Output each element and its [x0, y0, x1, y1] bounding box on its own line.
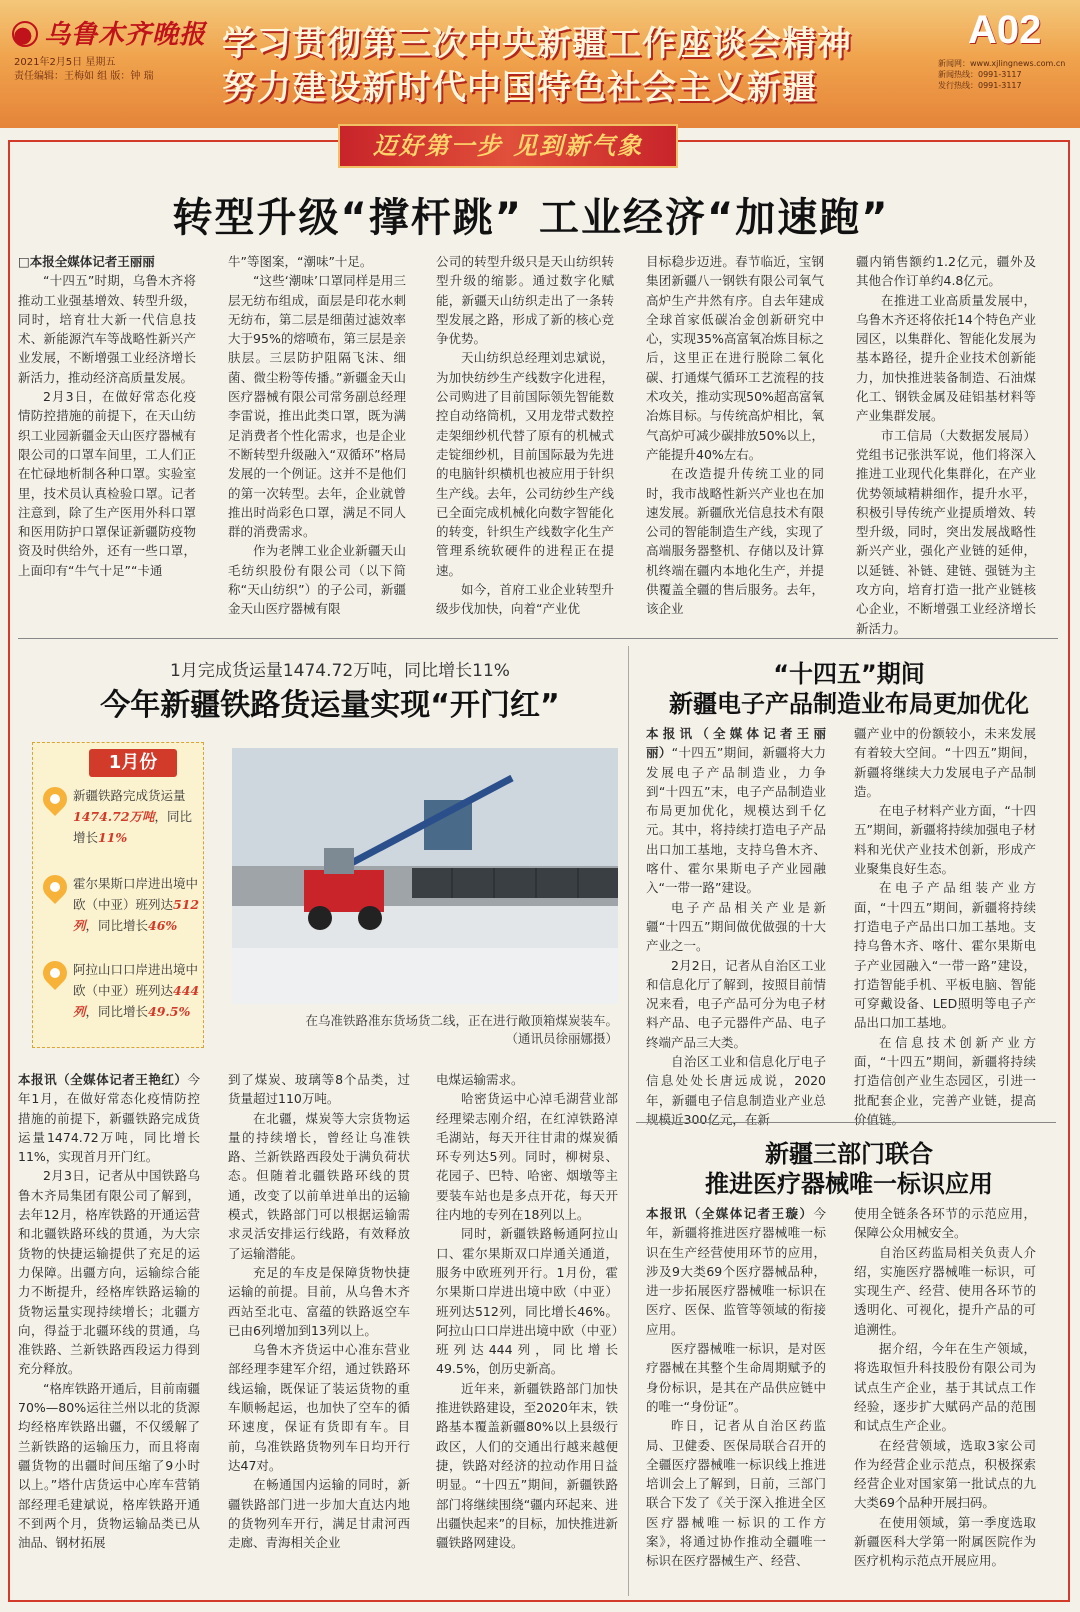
article1-column-4 [646, 252, 824, 622]
article3-byline: 本报讯（全媒体记者王丽丽） [646, 726, 826, 761]
stat-value: 512列 [73, 897, 200, 933]
article1-column-5 [856, 252, 1036, 636]
paragraph: 目标稳步迈进。春节临近，宝钢集团新疆八一钢铁有限公司氧气高炉生产井然有序。自去年建成全球首家低碳冶金创新研究中心，实现35%高富氧冶炼目标之后，这里正在进行脱除二氧化碳、打通煤气循环工艺流程的技术攻关，推动实现50%超高富氧冶炼目标。与传统高炉相比，氧气高炉可减少碳排放50%以上，产能提升40%左右。 [646, 254, 824, 462]
article3-title-line1: “十四五”期间 [773, 660, 925, 688]
paragraph: 在畅通国内运输的同时，新疆铁路部门进一步加大直达内地的货物列车开行，满足甘肃河西走廊、青海相关企业 [228, 1477, 410, 1551]
paragraph: 在推进工业高质量发展中，乌鲁木齐还将依托14个特色产业园区，以集群化、智能化发展为基本路径，提升企业技术创新能力，加快推进装备制造、石油煤化工、钢铁金属及硅铝基材料等产业集群发展。 [856, 292, 1036, 424]
paragraph: 疆内销售额约1.2亿元，疆外及其他合作订单约4.8亿元。 [856, 254, 1036, 289]
paragraph: 今年，新疆将推进医疗器械唯一标识在生产经营使用环节的应用，涉及9大类69个医疗器械品种，进一步拓展医疗器械唯一标识在医疗、医保、监管等领域的衔接应用。 [646, 1206, 826, 1337]
article1-column-1 [18, 252, 196, 622]
distribution-line: 发行热线：0991-3117 [938, 81, 1022, 90]
stat-item [43, 959, 201, 1022]
paragraph: 充足的车皮是保障货物快捷运输的前提。目前，从乌鲁木齐西站至北屯、富蕴的铁路返空车已由6列增加到13列以上。 [228, 1264, 410, 1338]
website-line: 新闻网：www.xjlingnews.com.cn [938, 59, 1066, 68]
paragraph: “十四五”期间，新疆将大力发展电子产品制造业，力争到“十四五”末，电子产品制造业布局更加优化，规模达到千亿元。其中，将持续打造电子产品出口加工基地，支持乌鲁木齐、喀什、霍尔果斯电子产业园融入“一带一路”建设。 [646, 745, 826, 896]
article4-title-line1: 新疆三部门联合 [765, 1140, 933, 1168]
paragraph: 在电子材料产业方面，“十四五”期间，新疆将持续加强电子材料和光伏产业技术创新，形成产业聚集良好生态。 [854, 803, 1036, 877]
paragraph: 电煤运输需求。 [436, 1072, 524, 1087]
article4-column-2 [854, 1204, 1036, 1600]
page-number: A02 [968, 8, 1042, 52]
stat-label: 霍尔果斯口岸进出境中欧（中亚）班列达 [73, 876, 199, 912]
photo-illustration [232, 748, 618, 1004]
paragraph: 乌鲁木齐货运中心准东营业部经理李建军介绍，通过铁路环线运输，既保证了装运货物的重车顺畅起运，也加快了空车的循环速度，保证有货即有车。目前，乌准铁路货物列车日均开行达47对。 [228, 1342, 410, 1473]
paragraph: 在改造提升传统工业的同时，我市战略性新兴产业也在加速发展。新疆欣光信息技术有限公司的智能制造生产线，实现了高端服务器整机、存储以及计算机终端在疆内本地化生产，并提供覆盖全疆的售后服务。去年，该企业 [646, 466, 824, 617]
page-headline-1: 学习贯彻第三次中央新疆工作座谈会精神 [222, 24, 852, 64]
paragraph: 天山纺织总经理刘忠斌说，为加快纺纱生产线数字化进程，公司购进了目前国际领先智能数控自动络筒机，又用龙带式数控走架细纱机代替了原有的机械式走锭细纱机，目前国际最为先进的电脑针织横机也被应用于针织生产线。去年，公司纺纱生产线已全面完成机械化向数字智能化的转变，针织生产线数字化生产管理系统软硬件的进程正在提速。 [436, 350, 614, 578]
photo-credit: （通讯员徐丽娜摄） [505, 1031, 618, 1046]
paragraph: 电子产品相关产业是新疆“十四五”期间做优做强的十大产业之一。 [646, 899, 826, 954]
paragraph: 昨日，记者从自治区药监局、卫健委、医保局联合召开的全疆医疗器械唯一标识线上推进培训会上了解到，日前，三部门联合下发了《关于深入推进全区医疗器械唯一标识的工作方案》，将通过协作推动全疆唯一标识在医疗器械生产、经营、 [646, 1418, 826, 1569]
article1-column-2 [228, 252, 406, 622]
stat-label: ，同比增长 [73, 809, 193, 845]
issue-info [14, 56, 154, 84]
paragraph: 据介绍，今年在生产领域，将选取恒升科技股份有限公司为试点生产企业，基于其试点工作经验，逐步扩大赋码产品的范围和试点生产企业。 [854, 1341, 1036, 1434]
stat-label: ，同比增长 [85, 918, 149, 933]
paragraph: 疆产业中的份额较小，未来发展有着较大空间。“十四五”期间，新疆将继续大力发展电子产品制造。 [854, 726, 1036, 799]
paragraph: 在使用领域，第一季度选取新疆医科大学第一附属医院作为医疗机构示范点开展应用。 [854, 1514, 1036, 1569]
hotline-line: 新闻热线：0991-3117 [938, 70, 1022, 79]
paragraph: 在北疆，煤炭等大宗货物运量的持续增长，曾经让乌准铁路、兰新铁路西段处于满负荷状态。但随着北疆铁路环线的贯通，改变了以前单进单出的运输模式，铁路部门可以根据运输需求灵活安排运行线路，有效释放了运输潜能。 [228, 1110, 410, 1261]
paragraph: 哈密货运中心淖毛湖营业部经理梁志刚介绍，在红淖铁路淖毛湖站，每天开往甘肃的煤炭循环专列达5列。同时，柳树泉、花园子、巴特、哈密、烟墩等主要装车站也是多点开花，每天开往内地的专列在18列以上。 [436, 1091, 618, 1223]
paragraph: 2月2日，记者从自治区工业和信息化厅了解到，按照目前情况来看，电子产品可分为电子材料产品、电子元器件产品、电子终端产品三大类。 [646, 957, 826, 1050]
paragraph: 医疗器械唯一标识，是对医疗器械在其整个生命周期赋予的身份标识，是其在产品供应链中的唯一“身份证”。 [646, 1341, 826, 1414]
article2-column-2 [228, 1070, 410, 1600]
logo-emblem-icon [12, 21, 38, 47]
stat-value: 1474.72万吨 [73, 809, 155, 824]
paragraph: 到了煤炭、玻璃等8个品类，过货量超过110万吨。 [228, 1072, 410, 1107]
stat-item [43, 873, 201, 936]
paragraph: 2月3日，记者从中国铁路乌鲁木齐局集团有限公司了解到，去年12月，格库铁路的开通运营和北疆铁路环线的贯通，为大宗货物的快捷运输提供了充足的运力保障。出疆方向，运输综合能力不断提升，经格库铁路运输的货物运量实现持续增长；北疆方向，得益于北疆环线的贯通，乌准铁路、兰新铁路西段运力得到充分释放。 [18, 1168, 200, 1377]
sidebar-tag: 1月份 [89, 749, 177, 777]
logo-text: 乌鲁木齐晚报 [44, 20, 207, 50]
section-banner: 迈好第一步 见到新气象 [338, 124, 678, 168]
stat-value: 444列 [73, 983, 200, 1019]
paragraph: 2月3日，在做好常态化疫情防控措施的前提下，在天山纺织工业园新疆金天山医疗器械有限公司的口罩车间里，工人们正在忙碌地析制各种口罩。实验室里，技术员认真检验口罩。记者注意到，除了生产医用外科口罩和医用防护口罩保证新疆防疫物资及时供给外，还有一些口罩，上面印有“牛气十足”“卡通 [18, 389, 196, 578]
page-headline-2: 努力建设新时代中国特色社会主义新疆 [222, 68, 817, 108]
article2-column-3 [436, 1070, 618, 1600]
paragraph: 近年来，新疆铁路部门加快推进铁路建设，至2020年末，铁路基本覆盖新疆80%以上县级行政区，人们的交通出行越来越便捷，铁路对经济的拉动作用日益明显。“十四五”期间，新疆铁路部门将继续围绕“疆内环起来、进出疆快起来”的目标，加快推进新疆铁路网建设。 [436, 1380, 618, 1551]
stat-label: 阿拉山口口岸进出境中欧（中亚）班列达 [73, 962, 199, 998]
column-divider [628, 646, 629, 1596]
stat-percent: 46% [148, 918, 178, 933]
news-photo-freight-loading [232, 748, 618, 1004]
article2-byline: 本报讯（全媒体记者王艳红） [18, 1072, 188, 1087]
stat-percent: 49.5% [148, 1004, 191, 1019]
article4-byline: 本报讯（全媒体记者王璇） [646, 1206, 814, 1221]
masthead [0, 0, 1080, 128]
article2-title: 今年新疆铁路货运量实现“开门红” [100, 688, 560, 723]
paragraph: 使用全链条各环节的示范应用，保障公众用械安全。 [854, 1206, 1036, 1241]
paragraph: 在经营领域，选取3家公司作为经营企业示范点，积极探索经营企业对国家第一批试点的九大类69个品种开展扫码。 [854, 1437, 1036, 1511]
paragraph: “这些‘潮味’口罩同样是用三层无纺布组成，面层是印花水刺无纺布，第二层是细菌过滤效率大于95%的熔喷布，第三层是亲肤层。三层防护阻隔飞沫、细菌、微尘粉等传播。”新疆金天山医疗器械有限公司常务副总经理李雷说，推出此类口罩，既为满足消费者个性化需求，也是企业不断转型升级融入“双循环”格局发展的一个例证。这并不是他们的第一次转型。去年，企业就曾推出时尚彩色口罩，满足不同人群的消费需求。 [228, 273, 406, 540]
photo-caption [232, 1012, 618, 1048]
paragraph: 作为老牌工业企业新疆天山毛纺织股份有限公司（以下简称“天山纺织”）的子公司，新疆金天山医疗器械有限 [228, 543, 406, 617]
paragraph: 市工信局（大数据发展局）党组书记张洪军说，他们将深入推进工业现代化集群化，在产业优势领域精耕细作，提升水平，积极引导传统产业提质增效、转型升级，同时，突出发展战略性新兴产业，强化产业链的延伸，以延链、补链、建链、强链为主攻方向，培育打造一批产业链核心企业，不断增强工业经济增长新活力。 [856, 427, 1036, 636]
article1-byline: □本报全媒体记者王丽丽 [18, 254, 155, 269]
article4-column-1 [646, 1204, 826, 1600]
paragraph: “十四五”时期，乌鲁木齐将推动工业强基增效、转型升级，同时，培育壮大新一代信息技术、新能源汽车等战略性新兴产业发展，不断增强工业经济增长新活力，推动经济高质量发展。 [18, 273, 196, 385]
issue-editors: 责任编辑：王梅如 组 版：钟 瑞 [14, 71, 154, 82]
newspaper-logo [12, 14, 206, 51]
paragraph: 在信息技术创新产业方面，“十四五”期间，新疆将持续打造信创产业生态园区，引进一批配套企业，完善产业链，提高价值链。 [854, 1034, 1036, 1127]
caption-text: 在乌准铁路准东货场货二线，正在进行敞顶箱煤炭装车。 [305, 1013, 618, 1028]
section-divider [636, 1122, 1056, 1123]
article3-column-1 [646, 724, 826, 1127]
stat-label: ，同比增长 [85, 1004, 149, 1019]
section-divider [18, 638, 1058, 639]
issue-date: 2021年2月5日 星期五 [14, 57, 116, 68]
stats-sidebar [32, 742, 204, 1048]
stat-percent: 11% [98, 830, 128, 845]
paragraph: 牛”等图案，“潮味”十足。 [228, 254, 373, 269]
article4-title-line2: 推进医疗器械唯一标识应用 [705, 1170, 993, 1198]
paragraph: 自治区药监局相关负责人介绍，实施医疗器械唯一标识，可实现生产、经营、使用各环节的透明化、可视化，提升产品的可追溯性。 [854, 1244, 1036, 1337]
paragraph: 如今，首府工业企业转型升级步伐加快，向着“产业优 [436, 582, 614, 617]
paragraph: “格库铁路开通后，目前南疆70%—80%运往兰州以北的货源均经格库铁路出疆，不仅缓解了兰新铁路的运输压力，而且将南疆货物的出疆时间压缩了9小时以上。”塔什店货运中心库车营销部经理毛建斌说，格库铁路开通不到两个月，货物运输品类已从油品、钢材拓展 [18, 1380, 200, 1551]
article1-title: 转型升级“撑杆跳” 工业经济“加速跑” [172, 195, 890, 241]
stat-label: 新疆铁路完成货运量 [73, 788, 186, 803]
paragraph: 在电子产品组装产业方面，“十四五”期间，新疆将持续打造电子产品出口加工基地。支持乌鲁木齐、喀什、霍尔果斯电子产业园融入“一带一路”建设，打造智能手机、平板电脑、智能可穿戴设备、LED照明等电子产品出口加工基地。 [854, 880, 1036, 1031]
paragraph: 自治区工业和信息化厅电子信息处处长唐远成说，2020年，新疆电子信息制造业产业总规模近300亿元，在新 [646, 1054, 826, 1127]
paragraph: 同时，新疆铁路畅通阿拉山口、霍尔果斯双口岸通关通道，服务中欧班列开行。1月份，霍尔果斯口岸进出境中欧（中亚）班列达512列，同比增长46%。阿拉山口口岸进出境中欧（中亚）班列达444列，同比增长49.5%，创历史新高。 [436, 1226, 618, 1377]
article2-kicker: 1月完成货运量1474.72万吨，同比增长11% [170, 661, 510, 681]
contact-info [938, 58, 1076, 91]
stat-item [43, 785, 201, 848]
article1-column-3 [436, 252, 614, 622]
paragraph: 今年1月，在做好常态化疫情防控措施的前提下，新疆铁路完成货运量1474.72万吨，同比增长11%，实现首月开门红。 [18, 1072, 200, 1165]
article3-column-2 [854, 724, 1036, 1127]
article3-title-line2: 新疆电子产品制造业布局更加优化 [669, 690, 1029, 718]
paragraph: 公司的转型升级只是天山纺织转型升级的缩影。通过数字化赋能，新疆天山纺织走出了一条转型发展之路，形成了新的核心竞争优势。 [436, 254, 614, 347]
article2-column-1 [18, 1070, 200, 1600]
